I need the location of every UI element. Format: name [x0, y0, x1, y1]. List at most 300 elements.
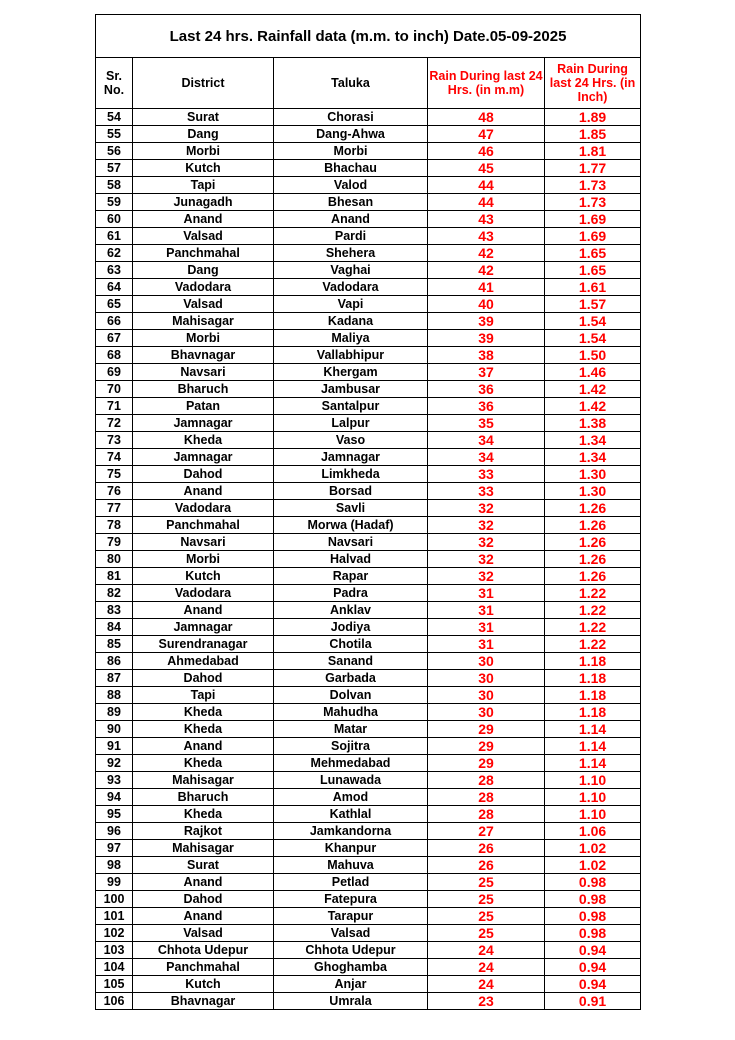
- table-row: [96, 364, 641, 381]
- table-row: [96, 126, 641, 143]
- cell-rain-inch: 1.73: [545, 177, 641, 194]
- cell-sr-no: 72: [96, 415, 133, 432]
- cell-sr-no: 83: [96, 602, 133, 619]
- cell-rain-inch: 1.54: [545, 330, 641, 347]
- cell-rain-inch: 1.22: [545, 636, 641, 653]
- cell-rain-mm: 31: [428, 585, 545, 602]
- cell-taluka: Khanpur: [274, 840, 428, 857]
- cell-taluka: Jamkandorna: [274, 823, 428, 840]
- cell-rain-mm: 41: [428, 279, 545, 296]
- cell-sr-no: 105: [96, 976, 133, 993]
- cell-rain-inch: 1.42: [545, 381, 641, 398]
- table-row: [96, 398, 641, 415]
- cell-rain-mm: 42: [428, 245, 545, 262]
- cell-district: Dang: [133, 262, 274, 279]
- cell-district: Panchmahal: [133, 245, 274, 262]
- cell-rain-mm: 36: [428, 381, 545, 398]
- table-row: [96, 670, 641, 687]
- table-row: [96, 993, 641, 1010]
- cell-district: Valsad: [133, 296, 274, 313]
- table-row: [96, 262, 641, 279]
- cell-taluka: Ghoghamba: [274, 959, 428, 976]
- table-row: [96, 721, 641, 738]
- cell-rain-mm: 29: [428, 738, 545, 755]
- cell-sr-no: 100: [96, 891, 133, 908]
- cell-taluka: Vapi: [274, 296, 428, 313]
- cell-sr-no: 90: [96, 721, 133, 738]
- cell-sr-no: 59: [96, 194, 133, 211]
- header-sr-no: [96, 58, 133, 109]
- rainfall-table: [95, 14, 641, 1010]
- cell-district: Dahod: [133, 466, 274, 483]
- cell-rain-mm: 37: [428, 364, 545, 381]
- header-district: District: [133, 58, 274, 109]
- cell-district: Dahod: [133, 670, 274, 687]
- cell-rain-inch: 1.22: [545, 619, 641, 636]
- cell-taluka: Rapar: [274, 568, 428, 585]
- cell-sr-no: 82: [96, 585, 133, 602]
- rainfall-report-sheet: [95, 14, 640, 1010]
- cell-sr-no: 102: [96, 925, 133, 942]
- cell-taluka: Borsad: [274, 483, 428, 500]
- cell-taluka: Vaso: [274, 432, 428, 449]
- cell-sr-no: 71: [96, 398, 133, 415]
- cell-sr-no: 76: [96, 483, 133, 500]
- cell-rain-mm: 30: [428, 687, 545, 704]
- cell-district: Kheda: [133, 721, 274, 738]
- cell-rain-mm: 29: [428, 755, 545, 772]
- table-row: [96, 296, 641, 313]
- cell-taluka: Garbada: [274, 670, 428, 687]
- cell-sr-no: 74: [96, 449, 133, 466]
- cell-rain-inch: 1.30: [545, 483, 641, 500]
- table-row: [96, 738, 641, 755]
- table-row: [96, 109, 641, 126]
- cell-district: Patan: [133, 398, 274, 415]
- cell-rain-inch: 1.10: [545, 806, 641, 823]
- cell-sr-no: 99: [96, 874, 133, 891]
- cell-taluka: Valod: [274, 177, 428, 194]
- cell-rain-mm: 25: [428, 874, 545, 891]
- cell-rain-inch: 1.02: [545, 857, 641, 874]
- cell-rain-inch: 1.73: [545, 194, 641, 211]
- cell-rain-inch: 1.61: [545, 279, 641, 296]
- cell-rain-inch: 1.14: [545, 755, 641, 772]
- cell-rain-mm: 24: [428, 976, 545, 993]
- cell-rain-mm: 38: [428, 347, 545, 364]
- cell-taluka: Bhachau: [274, 160, 428, 177]
- cell-sr-no: 57: [96, 160, 133, 177]
- cell-rain-mm: 31: [428, 619, 545, 636]
- cell-taluka: Halvad: [274, 551, 428, 568]
- cell-sr-no: 101: [96, 908, 133, 925]
- cell-sr-no: 55: [96, 126, 133, 143]
- table-row: [96, 704, 641, 721]
- cell-district: Vadodara: [133, 585, 274, 602]
- table-row: [96, 925, 641, 942]
- table-row: [96, 823, 641, 840]
- cell-rain-inch: 0.94: [545, 976, 641, 993]
- cell-district: Kutch: [133, 568, 274, 585]
- cell-district: Anand: [133, 874, 274, 891]
- cell-rain-inch: 1.10: [545, 789, 641, 806]
- cell-district: Jamnagar: [133, 619, 274, 636]
- cell-taluka: Chhota Udepur: [274, 942, 428, 959]
- cell-sr-no: 64: [96, 279, 133, 296]
- header-rain-mm: Rain During last 24 Hrs. (in m.m): [428, 58, 545, 109]
- cell-district: Morbi: [133, 143, 274, 160]
- cell-sr-no: 65: [96, 296, 133, 313]
- cell-district: Kheda: [133, 755, 274, 772]
- cell-sr-no: 88: [96, 687, 133, 704]
- cell-district: Kutch: [133, 160, 274, 177]
- table-row: [96, 840, 641, 857]
- cell-sr-no: 96: [96, 823, 133, 840]
- cell-district: Kheda: [133, 806, 274, 823]
- cell-rain-mm: 28: [428, 806, 545, 823]
- cell-district: Surendranagar: [133, 636, 274, 653]
- table-row: [96, 517, 641, 534]
- cell-district: Bharuch: [133, 789, 274, 806]
- cell-taluka: Padra: [274, 585, 428, 602]
- cell-district: Morbi: [133, 551, 274, 568]
- cell-taluka: Kathlal: [274, 806, 428, 823]
- cell-rain-mm: 30: [428, 653, 545, 670]
- cell-sr-no: 61: [96, 228, 133, 245]
- cell-taluka: Dolvan: [274, 687, 428, 704]
- cell-rain-mm: 25: [428, 908, 545, 925]
- cell-rain-inch: 1.46: [545, 364, 641, 381]
- cell-rain-inch: 1.14: [545, 721, 641, 738]
- cell-taluka: Chorasi: [274, 109, 428, 126]
- table-row: [96, 534, 641, 551]
- table-row: [96, 568, 641, 585]
- cell-rain-mm: 25: [428, 925, 545, 942]
- cell-sr-no: 106: [96, 993, 133, 1010]
- cell-rain-inch: 1.65: [545, 262, 641, 279]
- cell-rain-inch: 1.57: [545, 296, 641, 313]
- header-sr-no-text: Sr. No.: [103, 69, 125, 97]
- cell-rain-mm: 24: [428, 959, 545, 976]
- cell-district: Surat: [133, 109, 274, 126]
- table-row: [96, 959, 641, 976]
- cell-rain-mm: 23: [428, 993, 545, 1010]
- cell-rain-inch: 1.14: [545, 738, 641, 755]
- table-row: [96, 772, 641, 789]
- cell-rain-mm: 26: [428, 857, 545, 874]
- cell-rain-mm: 45: [428, 160, 545, 177]
- cell-rain-mm: 32: [428, 534, 545, 551]
- cell-taluka: Vadodara: [274, 279, 428, 296]
- table-row: [96, 551, 641, 568]
- cell-sr-no: 92: [96, 755, 133, 772]
- cell-district: Jamnagar: [133, 415, 274, 432]
- cell-district: Morbi: [133, 330, 274, 347]
- cell-taluka: Jambusar: [274, 381, 428, 398]
- cell-taluka: Amod: [274, 789, 428, 806]
- cell-rain-inch: 0.91: [545, 993, 641, 1010]
- cell-district: Navsari: [133, 364, 274, 381]
- cell-sr-no: 63: [96, 262, 133, 279]
- cell-rain-inch: 1.69: [545, 211, 641, 228]
- cell-sr-no: 104: [96, 959, 133, 976]
- table-row: [96, 483, 641, 500]
- cell-rain-inch: 1.18: [545, 687, 641, 704]
- table-row: [96, 313, 641, 330]
- cell-district: Anand: [133, 483, 274, 500]
- cell-rain-mm: 24: [428, 942, 545, 959]
- cell-taluka: Lunawada: [274, 772, 428, 789]
- cell-rain-mm: 31: [428, 636, 545, 653]
- table-row: [96, 381, 641, 398]
- cell-sr-no: 78: [96, 517, 133, 534]
- report-title: Last 24 hrs. Rainfall data (m.m. to inch) Date.05-09-2025: [96, 15, 641, 58]
- cell-sr-no: 84: [96, 619, 133, 636]
- cell-taluka: Tarapur: [274, 908, 428, 925]
- cell-taluka: Jamnagar: [274, 449, 428, 466]
- cell-taluka: Bhesan: [274, 194, 428, 211]
- cell-district: Tapi: [133, 177, 274, 194]
- cell-sr-no: 97: [96, 840, 133, 857]
- cell-rain-mm: 32: [428, 517, 545, 534]
- cell-rain-inch: 1.30: [545, 466, 641, 483]
- cell-taluka: Vaghai: [274, 262, 428, 279]
- cell-sr-no: 70: [96, 381, 133, 398]
- cell-rain-inch: 1.18: [545, 653, 641, 670]
- table-row: [96, 449, 641, 466]
- cell-rain-mm: 30: [428, 670, 545, 687]
- table-row: [96, 143, 641, 160]
- cell-sr-no: 86: [96, 653, 133, 670]
- cell-rain-mm: 32: [428, 551, 545, 568]
- cell-taluka: Jodiya: [274, 619, 428, 636]
- cell-rain-mm: 32: [428, 500, 545, 517]
- cell-sr-no: 67: [96, 330, 133, 347]
- cell-rain-mm: 43: [428, 228, 545, 245]
- table-row: [96, 585, 641, 602]
- cell-sr-no: 98: [96, 857, 133, 874]
- cell-rain-mm: 35: [428, 415, 545, 432]
- cell-rain-inch: 1.22: [545, 602, 641, 619]
- cell-rain-inch: 1.77: [545, 160, 641, 177]
- cell-rain-mm: 34: [428, 432, 545, 449]
- cell-taluka: Khergam: [274, 364, 428, 381]
- cell-sr-no: 62: [96, 245, 133, 262]
- table-row: [96, 942, 641, 959]
- cell-sr-no: 94: [96, 789, 133, 806]
- table-row: [96, 976, 641, 993]
- header-taluka: Taluka: [274, 58, 428, 109]
- cell-rain-inch: 1.50: [545, 347, 641, 364]
- cell-rain-inch: 0.94: [545, 942, 641, 959]
- cell-taluka: Kadana: [274, 313, 428, 330]
- cell-sr-no: 54: [96, 109, 133, 126]
- cell-taluka: Navsari: [274, 534, 428, 551]
- cell-rain-inch: 1.69: [545, 228, 641, 245]
- cell-rain-inch: 1.34: [545, 432, 641, 449]
- cell-district: Bharuch: [133, 381, 274, 398]
- table-row: [96, 755, 641, 772]
- cell-rain-inch: 1.18: [545, 670, 641, 687]
- cell-district: Dang: [133, 126, 274, 143]
- cell-rain-inch: 1.26: [545, 568, 641, 585]
- cell-district: Kutch: [133, 976, 274, 993]
- cell-sr-no: 68: [96, 347, 133, 364]
- cell-sr-no: 73: [96, 432, 133, 449]
- cell-rain-mm: 26: [428, 840, 545, 857]
- cell-district: Vadodara: [133, 279, 274, 296]
- cell-rain-mm: 47: [428, 126, 545, 143]
- cell-taluka: Matar: [274, 721, 428, 738]
- cell-district: Surat: [133, 857, 274, 874]
- cell-rain-inch: 1.54: [545, 313, 641, 330]
- cell-rain-inch: 0.98: [545, 908, 641, 925]
- cell-taluka: Fatepura: [274, 891, 428, 908]
- table-row: [96, 619, 641, 636]
- cell-rain-mm: 48: [428, 109, 545, 126]
- cell-taluka: Pardi: [274, 228, 428, 245]
- cell-district: Ahmedabad: [133, 653, 274, 670]
- cell-taluka: Anand: [274, 211, 428, 228]
- cell-district: Anand: [133, 738, 274, 755]
- cell-district: Mahisagar: [133, 840, 274, 857]
- cell-rain-mm: 33: [428, 483, 545, 500]
- table-row: [96, 687, 641, 704]
- cell-taluka: Shehera: [274, 245, 428, 262]
- cell-rain-inch: 1.42: [545, 398, 641, 415]
- cell-taluka: Petlad: [274, 874, 428, 891]
- cell-taluka: Mahuva: [274, 857, 428, 874]
- cell-rain-inch: 1.18: [545, 704, 641, 721]
- cell-district: Kheda: [133, 432, 274, 449]
- cell-rain-inch: 0.98: [545, 925, 641, 942]
- cell-sr-no: 89: [96, 704, 133, 721]
- cell-district: Bhavnagar: [133, 993, 274, 1010]
- cell-sr-no: 103: [96, 942, 133, 959]
- cell-district: Dahod: [133, 891, 274, 908]
- cell-sr-no: 93: [96, 772, 133, 789]
- cell-district: Mahisagar: [133, 772, 274, 789]
- cell-rain-inch: 1.65: [545, 245, 641, 262]
- table-row: [96, 891, 641, 908]
- cell-taluka: Anklav: [274, 602, 428, 619]
- cell-sr-no: 69: [96, 364, 133, 381]
- cell-rain-mm: 36: [428, 398, 545, 415]
- cell-sr-no: 75: [96, 466, 133, 483]
- cell-taluka: Vallabhipur: [274, 347, 428, 364]
- cell-rain-mm: 25: [428, 891, 545, 908]
- table-row: [96, 789, 641, 806]
- cell-district: Tapi: [133, 687, 274, 704]
- cell-rain-mm: 27: [428, 823, 545, 840]
- cell-district: Panchmahal: [133, 517, 274, 534]
- cell-rain-mm: 39: [428, 330, 545, 347]
- table-row: [96, 279, 641, 296]
- cell-rain-mm: 30: [428, 704, 545, 721]
- cell-rain-mm: 33: [428, 466, 545, 483]
- cell-district: Jamnagar: [133, 449, 274, 466]
- cell-sr-no: 58: [96, 177, 133, 194]
- table-row: [96, 330, 641, 347]
- cell-rain-mm: 46: [428, 143, 545, 160]
- table-row: [96, 245, 641, 262]
- cell-district: Anand: [133, 908, 274, 925]
- cell-rain-inch: 1.34: [545, 449, 641, 466]
- cell-taluka: Sojitra: [274, 738, 428, 755]
- cell-sr-no: 95: [96, 806, 133, 823]
- cell-sr-no: 85: [96, 636, 133, 653]
- cell-rain-mm: 29: [428, 721, 545, 738]
- cell-rain-inch: 1.26: [545, 500, 641, 517]
- cell-taluka: Chotila: [274, 636, 428, 653]
- cell-district: Kheda: [133, 704, 274, 721]
- table-row: [96, 211, 641, 228]
- cell-district: Junagadh: [133, 194, 274, 211]
- table-row: [96, 160, 641, 177]
- cell-taluka: Umrala: [274, 993, 428, 1010]
- table-row: [96, 432, 641, 449]
- cell-taluka: Sanand: [274, 653, 428, 670]
- header-rain-inch: Rain During last 24 Hrs. (in Inch): [545, 58, 641, 109]
- cell-rain-inch: 1.26: [545, 517, 641, 534]
- cell-taluka: Dang-Ahwa: [274, 126, 428, 143]
- cell-rain-inch: 1.26: [545, 551, 641, 568]
- cell-district: Vadodara: [133, 500, 274, 517]
- cell-district: Chhota Udepur: [133, 942, 274, 959]
- cell-district: Rajkot: [133, 823, 274, 840]
- cell-taluka: Maliya: [274, 330, 428, 347]
- cell-sr-no: 66: [96, 313, 133, 330]
- table-row: [96, 347, 641, 364]
- cell-rain-inch: 1.81: [545, 143, 641, 160]
- cell-taluka: Limkheda: [274, 466, 428, 483]
- cell-taluka: Morbi: [274, 143, 428, 160]
- cell-rain-inch: 1.10: [545, 772, 641, 789]
- table-row: [96, 636, 641, 653]
- cell-taluka: Morwa (Hadaf): [274, 517, 428, 534]
- cell-sr-no: 87: [96, 670, 133, 687]
- cell-district: Valsad: [133, 228, 274, 245]
- table-row: [96, 194, 641, 211]
- table-row: [96, 857, 641, 874]
- cell-taluka: Lalpur: [274, 415, 428, 432]
- cell-district: Anand: [133, 602, 274, 619]
- cell-rain-mm: 34: [428, 449, 545, 466]
- cell-district: Valsad: [133, 925, 274, 942]
- cell-sr-no: 77: [96, 500, 133, 517]
- cell-rain-mm: 43: [428, 211, 545, 228]
- cell-district: Navsari: [133, 534, 274, 551]
- cell-taluka: Mahudha: [274, 704, 428, 721]
- cell-sr-no: 91: [96, 738, 133, 755]
- cell-rain-inch: 1.85: [545, 126, 641, 143]
- cell-rain-inch: 1.89: [545, 109, 641, 126]
- cell-rain-inch: 0.98: [545, 874, 641, 891]
- cell-rain-inch: 1.26: [545, 534, 641, 551]
- cell-district: Bhavnagar: [133, 347, 274, 364]
- cell-sr-no: 60: [96, 211, 133, 228]
- cell-rain-inch: 0.98: [545, 891, 641, 908]
- cell-rain-mm: 28: [428, 772, 545, 789]
- cell-taluka: Savli: [274, 500, 428, 517]
- cell-rain-mm: 40: [428, 296, 545, 313]
- cell-sr-no: 81: [96, 568, 133, 585]
- cell-rain-mm: 31: [428, 602, 545, 619]
- table-row: [96, 874, 641, 891]
- cell-rain-mm: 44: [428, 194, 545, 211]
- cell-rain-inch: 1.02: [545, 840, 641, 857]
- table-row: [96, 602, 641, 619]
